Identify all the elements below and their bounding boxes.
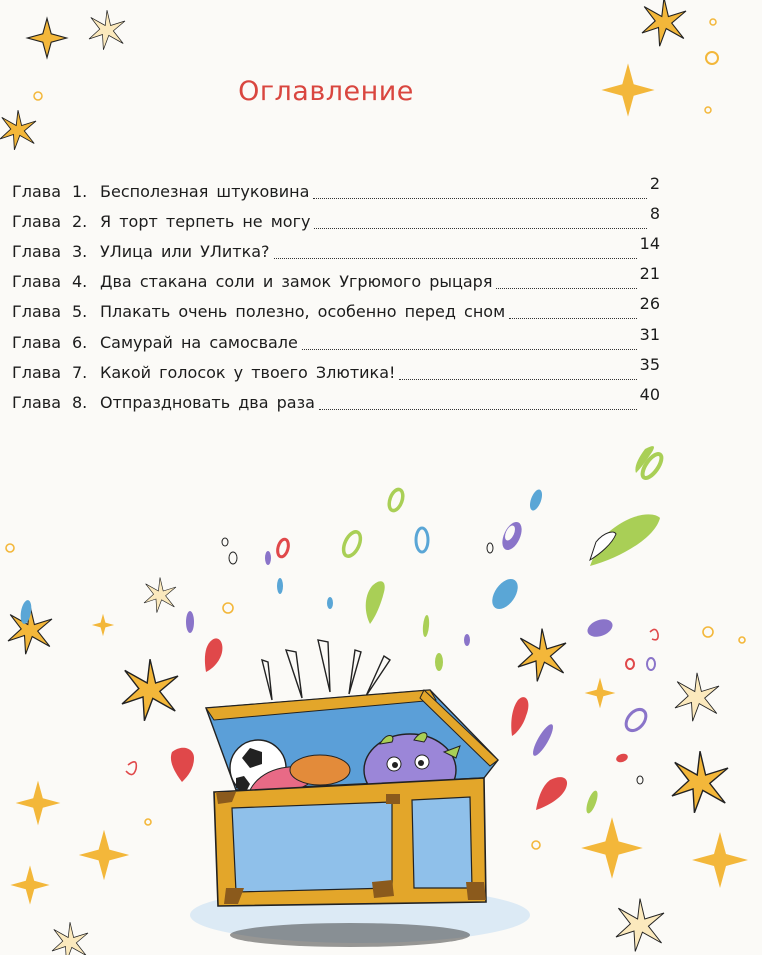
chapter-title: Отпраздновать два раза [100, 392, 315, 412]
page-number: 26 [639, 294, 660, 314]
page-number: 2 [649, 173, 660, 193]
chapter-number: 1. [72, 181, 88, 201]
table-of-contents [12, 173, 660, 418]
page-number: 21 [639, 264, 660, 284]
motion-lines [262, 640, 390, 700]
star-icon [642, 0, 686, 46]
dot-leader [302, 349, 637, 350]
chapter-number: 6. [72, 332, 88, 352]
chapter-title: УЛица или УЛитка? [100, 241, 270, 261]
chapter-title: Два стакана соли и замок Угрюмого рыцаря [100, 272, 493, 292]
dot-leader [313, 198, 646, 199]
chapter-number: 7. [72, 362, 88, 382]
page-number: 8 [649, 203, 660, 223]
chapter-label: Глава [12, 241, 62, 261]
dot-leader [399, 379, 636, 380]
chapter-label: Глава [12, 211, 62, 231]
chapter-label: Глава [12, 362, 62, 382]
chapter-number: 4. [72, 272, 88, 292]
chapter-title: Какой голосок у твоего Злютика! [100, 362, 396, 382]
toc-row[interactable] [12, 173, 660, 206]
dot-leader [319, 409, 637, 410]
toc-row[interactable] [12, 324, 660, 357]
treasure-chest [190, 690, 530, 947]
chapter-title: Плакать очень полезно, особенно перед сном [100, 302, 506, 322]
chapter-title: Бесполезная штуковина [100, 181, 310, 201]
toc-row[interactable] [12, 354, 660, 387]
chapter-label: Глава [12, 332, 62, 352]
page-number: 14 [639, 233, 660, 253]
page-number: 40 [639, 384, 660, 404]
chapter-label: Глава [12, 272, 62, 292]
toc-row[interactable] [12, 233, 660, 266]
toc-row[interactable] [12, 384, 660, 417]
chapter-label: Глава [12, 181, 62, 201]
chapter-number: 8. [72, 392, 88, 412]
chapter-number: 5. [72, 302, 88, 322]
star-icon [27, 18, 66, 57]
chapter-label: Глава [12, 392, 62, 412]
dot-leader [314, 228, 646, 229]
toc-row[interactable] [12, 294, 660, 327]
dot-leader [509, 318, 637, 319]
star-icon [0, 110, 36, 150]
chapter-label: Глава [12, 302, 62, 322]
sparkle-icon [89, 10, 125, 50]
toc-row[interactable] [12, 264, 660, 297]
page-number: 35 [639, 354, 660, 374]
chapter-title: Самурай на самосвале [100, 332, 298, 352]
dot-leader [274, 258, 637, 259]
chapter-number: 2. [72, 211, 88, 231]
page-title: Оглавление [238, 76, 414, 107]
toc-row[interactable] [12, 203, 660, 236]
page-number: 31 [639, 324, 660, 344]
dot-leader [496, 288, 636, 289]
chapter-title: Я торт терпеть не могу [100, 211, 311, 231]
chapter-number: 3. [72, 241, 88, 261]
